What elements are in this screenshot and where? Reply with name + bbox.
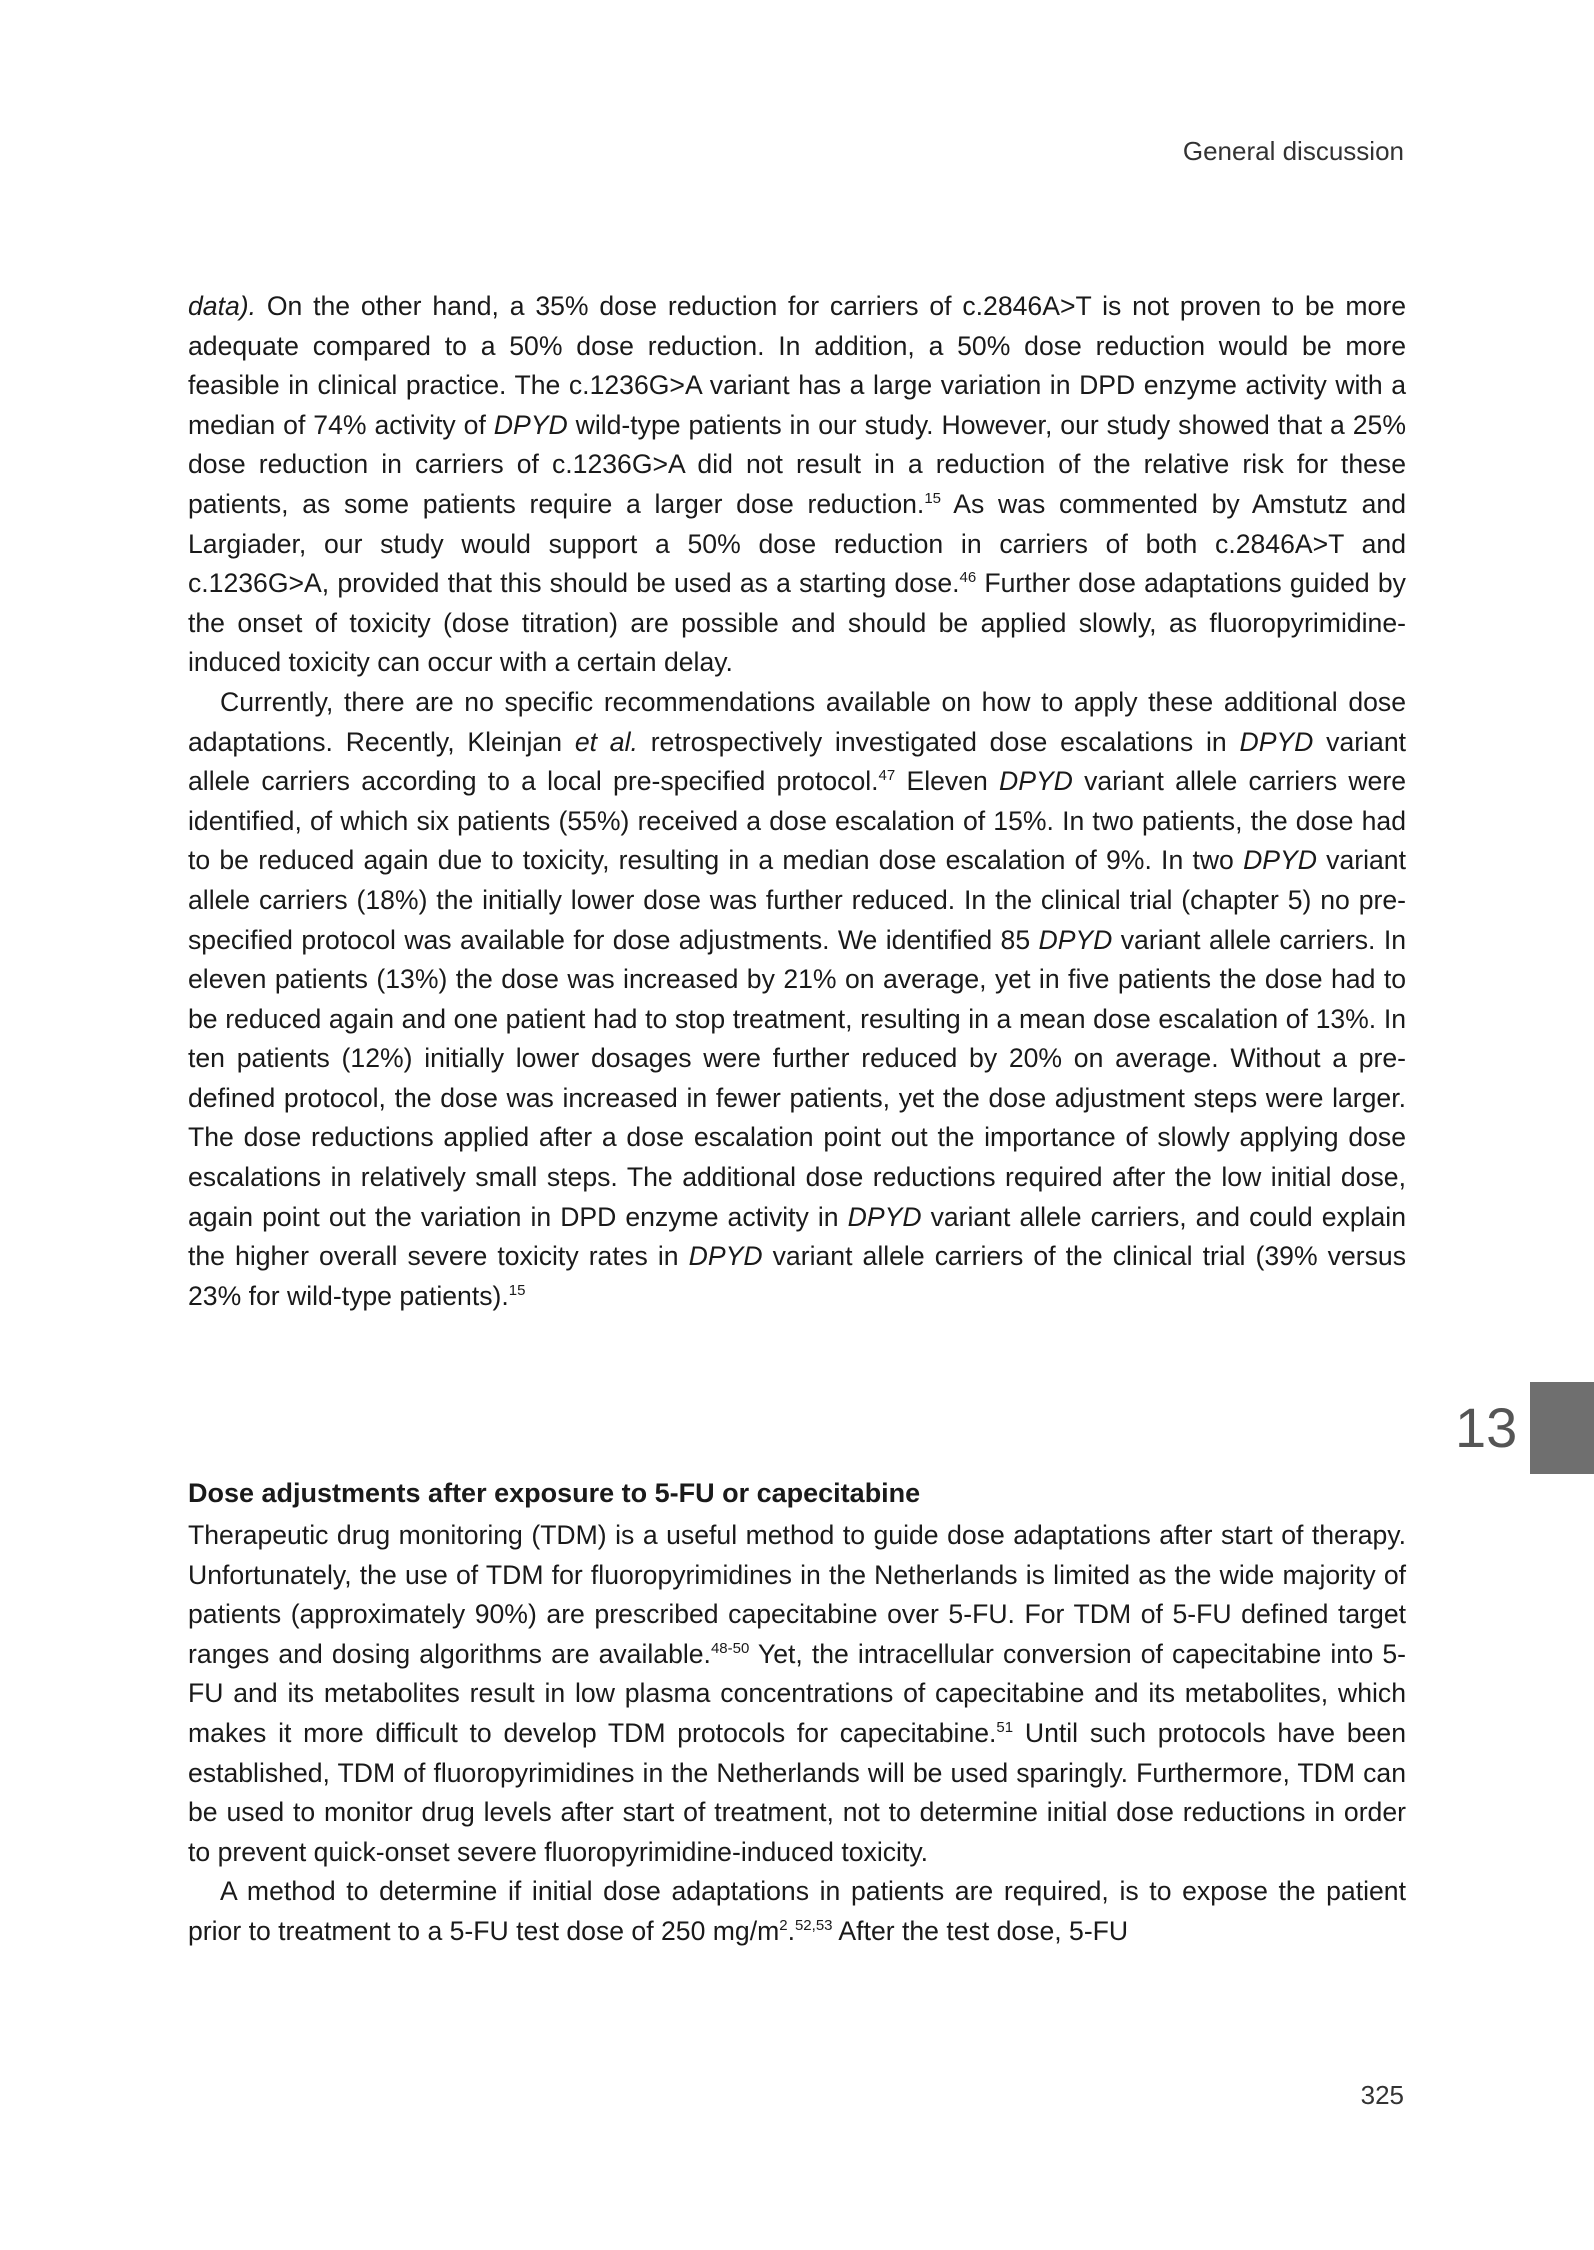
text-run: Therapeutic drug monitoring (TDM) is a useful method to guide dose adaptations after start of therapy. Unfortunately, the use of TDM for fluoropyrimidines in the Netherlands is limited as the wide majority of patients (approximately 90%) are prescribed capecitabine over 5-FU. For TDM of 5-FU defined target ranges and dosing algorithms are available. bbox=[188, 1520, 1406, 1669]
text-run: variant allele carriers were identified, of which six patients (55%) received a dose escalation of 15%. In two patients, the dose had to be reduced again due to toxicity, resulting in a median dose escalation of 9%. In two bbox=[188, 766, 1406, 876]
text-run: wild-type patients in our study. However, our study showed that a 25% dose reduction in carriers of c.1236G>A did not result in a reduction of the relative risk for these patients, as some patients require a larger dose reduction. bbox=[188, 409, 1406, 519]
citation: 52,53 bbox=[794, 1916, 833, 1934]
text-run: variant allele carriers. In eleven patients (13%) the dose was increased by 21% on average, yet in five patients the dose had to be reduced again and one patient had to stop treatment, resulting in a mean dose escalation of 13%. In ten patients (12%) initially lower dosages were further reduced by 20% on average. Without a pre-defined protocol, the dose was increased in fewer patients, yet the dose adjustment steps were larger. The dose reductions applied after a dose escalation point out the importance of slowly applying dose escalations in relatively small steps. The additional dose reductions required after the low initial dose, again point out the variation in DPD enzyme activity in bbox=[188, 924, 1406, 1232]
text-run: As was commented by Amstutz and Largiader, our study would support a 50% dose reduction in carriers of both c.2846A>T and c.1236G>A, provided that this should be used as a starting dose. bbox=[188, 488, 1406, 599]
gene-name: DPYD bbox=[1243, 845, 1317, 876]
paragraph-3 bbox=[188, 1516, 1406, 1872]
gene-name: DPYD bbox=[999, 766, 1073, 797]
gene-name: DPYD bbox=[1038, 924, 1113, 955]
citation: 51 bbox=[996, 1718, 1014, 1736]
superscript: 2 bbox=[779, 1916, 788, 1934]
text-run: . bbox=[787, 1915, 795, 1946]
section-heading: Dose adjustments after exposure to 5-FU or capecitabine bbox=[188, 1478, 921, 1508]
text-run: After the test dose, 5-FU bbox=[832, 1915, 1129, 1946]
text-run: Until such protocols have been established, TDM of fluoropyrimidines in the Netherlands will be used sparingly. Furthermore, TDM can be used to monitor drug levels after start of treatment, not to determine initial dose reductions in order to prevent quick-onset severe fluoropyrimidine-induced toxicity. bbox=[188, 1717, 1406, 1867]
gene-name: DPYD bbox=[493, 409, 568, 440]
text-run: On the other hand, a 35% dose reduction for carriers of c.2846A>T is not proven to be more adequate compared to a 50% dose reduction. In addition, a 50% dose reduction would be more feasible in clinical practice. The c.1236G>A variant has a large variation in DPD enzyme activity with a median of 74% activity of bbox=[188, 291, 1406, 440]
text-run: et al. bbox=[574, 726, 638, 757]
running-header: General discussion bbox=[1182, 136, 1404, 166]
text-run: Further dose adaptations guided by the onset of toxicity (dose titration) are possible and should be applied slowly, as fluoropyrimidine-induced toxicity can occur with a certain delay. bbox=[188, 568, 1406, 678]
body-text-top bbox=[188, 287, 1406, 1316]
paragraph-1 bbox=[188, 287, 1406, 683]
text-run: A method to determine if initial dose adaptations in patients are required, is to expose the patient prior to treatment to a 5-FU test dose of 250 mg/m bbox=[188, 1876, 1406, 1946]
citation: 15 bbox=[924, 489, 942, 507]
text-run: variant allele carriers according to a local pre-specified protocol. bbox=[188, 726, 1406, 797]
text-run: variant allele carriers, and could explain the higher overall severe toxicity rates in bbox=[188, 1201, 1407, 1272]
citation: 47 bbox=[878, 767, 896, 785]
gene-name: DPYD bbox=[1239, 726, 1314, 757]
text-run: Yet, the intracellular conversion of capecitabine into 5-FU and its metabolites result in low plasma concentrations of capecitabine and its metabolites, which makes it more difficult to develop TDM protocols for capecitabine. bbox=[188, 1638, 1406, 1748]
chapter-number: 13 bbox=[1455, 1396, 1518, 1459]
chapter-tab-marker bbox=[1530, 1382, 1594, 1474]
text-run: variant allele carriers (18%) the initially lower dose was further reduced. In the clinical trial (chapter 5) no pre-specified protocol was available for dose adjustments. We identified 85 bbox=[188, 845, 1406, 955]
text-run: Eleven bbox=[895, 766, 999, 797]
text-run: Currently, there are no specific recommendations available on how to apply these additional dose adaptations. Recently, Kleinjan bbox=[188, 686, 1406, 757]
gene-name: DPYD bbox=[847, 1201, 922, 1232]
body-text-bottom bbox=[188, 1516, 1406, 1952]
gene-name: DPYD bbox=[688, 1241, 763, 1272]
text-run: data). bbox=[188, 291, 257, 321]
paragraph-4 bbox=[188, 1872, 1406, 1951]
citation: 15 bbox=[508, 1281, 526, 1299]
text-run: variant allele carriers of the clinical trial (39% versus 23% for wild-type patients). bbox=[188, 1241, 1407, 1311]
citation: 48-50 bbox=[710, 1639, 750, 1657]
text-run: retrospectively investigated dose escalations in bbox=[637, 726, 1240, 757]
citation: 46 bbox=[959, 569, 977, 587]
page-number: 325 bbox=[1360, 2080, 1404, 2110]
paragraph-2 bbox=[188, 683, 1406, 1317]
